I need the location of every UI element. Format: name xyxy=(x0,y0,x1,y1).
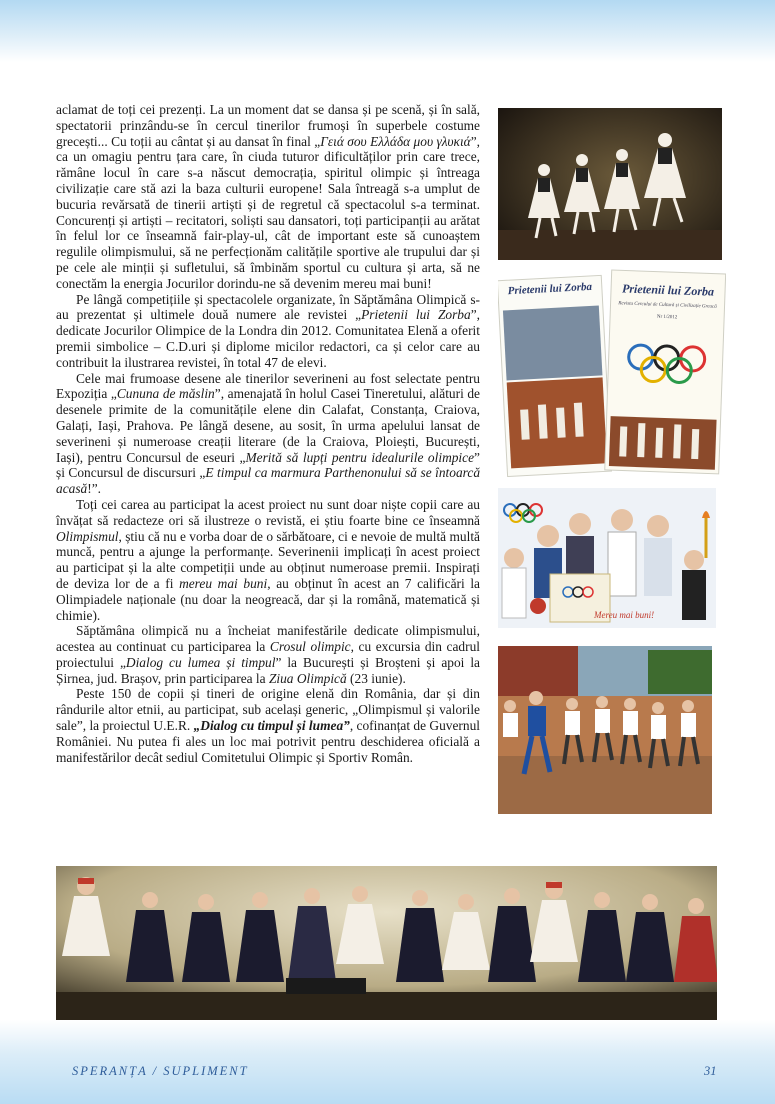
header-gradient-band xyxy=(0,0,775,62)
cover-subtitle: Revista Cercului de Cultură și Civilizație Greacă xyxy=(618,301,717,310)
article-text-column xyxy=(56,102,480,765)
article-paragraph: Pe lângă competițiile și spectacolele organizate, în Săptămâna Olimpică s-au prezentat și ultimele două numere ale revistei „Prietenii lui Zorba”, dedicate Jocurilor Olimpice de la Londra din 2012. Comunitatea Elenă a oferit premii simbolice – C.D.uri și diplome micilor redactori, ca și celor care au contribuit la ilustrarea revistei, în total 47 de elevi. xyxy=(56,291,480,370)
photo-folk-dance-ensemble xyxy=(56,866,717,1020)
cover-title-left: Prietenii lui Zorba xyxy=(507,280,593,298)
photo-students-awards xyxy=(498,488,716,628)
article-paragraph: Toți cei carea au participat la acest proiect nu sunt doar niște copii care au învățat să redacteze ori să ilustreze o revistă, ei știu foarte bine ce înseamnă Olimpismul, știu că nu e vorba doar de o sărbătoare, ci e nevoie de multă multă muncă, pentru a ajunge la performanțe. Severinenii implicați în acest proiect au participat și la alte competiții unde au obținut numeroase premii. Inspirați de deviza lor de a fi mereu mai buni, au obținut în acest an 7 calificări la Olimpiadele naționale (nu doar la neogreacă, dar și la română, matematică și chimie). xyxy=(56,496,480,623)
photo-magazine-covers xyxy=(498,268,726,478)
award-caption: Mereu mai buni! xyxy=(594,610,655,620)
article-paragraph: aclamat de toți cei prezenți. La un moment dat se dansa și pe scenă, și în sală, spectatorii prinzându-se în cercul tinerilor frumoși în superbele costume grecești... Cu toții au cântat și au dansat în final „Γειά σου Ελλάδα μου γλυκιά”, ca un omagiu pentru țara care, în ciuda tuturor dificultăților prin care trece, rămâne locul în care s-a născut democrația, spiritul olimpic și întreaga civilizație care stă azi la baza culturii europene! Sala întreagă s-a umplut de bucuria revărsată de tinerii artiști și de regretul că spectacolul s-a terminat. Concurenți și artiști – recitatori, soliști sau dansatori, toți participanții au arătat în felul lor ce înseamnă fair-play-ul, cât de important este să cunoaștem regulile olimpismului, să ne perfecționăm calitățile sportive ale trupului dar și pe cele ale minții și sufletului, să îmbinăm sportul cu cultura și arta, să ne conectăm la energia Jocurilor dorindu-ne să devenim mereu mai buni! xyxy=(56,102,480,291)
footer-publication-name: SPERANȚA / SUPLIMENT xyxy=(72,1064,249,1078)
photo-olympic-cross-run xyxy=(498,646,712,814)
cover-issue: Nr 1/2012 xyxy=(656,314,678,321)
footer-gradient-band xyxy=(0,1020,775,1104)
footer-page-number: 31 xyxy=(704,1064,717,1078)
photo-greek-dancers-stage xyxy=(498,108,722,260)
article-paragraph: Săptămâna olimpică nu a încheiat manifestările dedicate olimpismului, acestea au continuat cu participarea la Crosul olimpic, cu excursia din cadrul proiectului „Dialog cu lumea și timpul” la București și Broșteni și apoi la Șirnea, jud. Brașov, prin participarea la Ziua Olimpică (23 iunie). xyxy=(56,623,480,686)
cover-title-right: Prietenii lui Zorba xyxy=(621,281,715,299)
article-paragraph: Peste 150 de copii și tineri de origine elenă din România, dar și din rândurile altor etnii, au participat, sub același generic, „Olimpismul și valorile sale”, la proiectul U.E.R. „Dialog cu timpul și lumea”, cofinanțat de Guvernul României. Nu putea fi ales un loc mai potrivit pentru deschiderea oficială a manifestărilor decât sediul Comitetului Olimpic și Sportiv Român. xyxy=(56,686,480,765)
article-paragraph: Cele mai frumoase desene ale tinerilor severineni au fost selectate pentru Expoziția „Cununa de măslin”, amenajată în holul Casei Tineretului, alături de desenele primite de la comunitățile elene din Calafat, Constanța, Craiova, Galați, Iași, Prahova. Pe lângă desene, au sosit, în urma apelului lansat de severineni și numeroase creații literare (de la Craiova, Ploiești, București, Iași), pentru Concursul de eseuri „Merită să lupți pentru idealurile olimpice” și Concursul de discursuri „E timpul ca marmura Parthenonului să se întoarcă acasă!”. xyxy=(56,370,481,497)
